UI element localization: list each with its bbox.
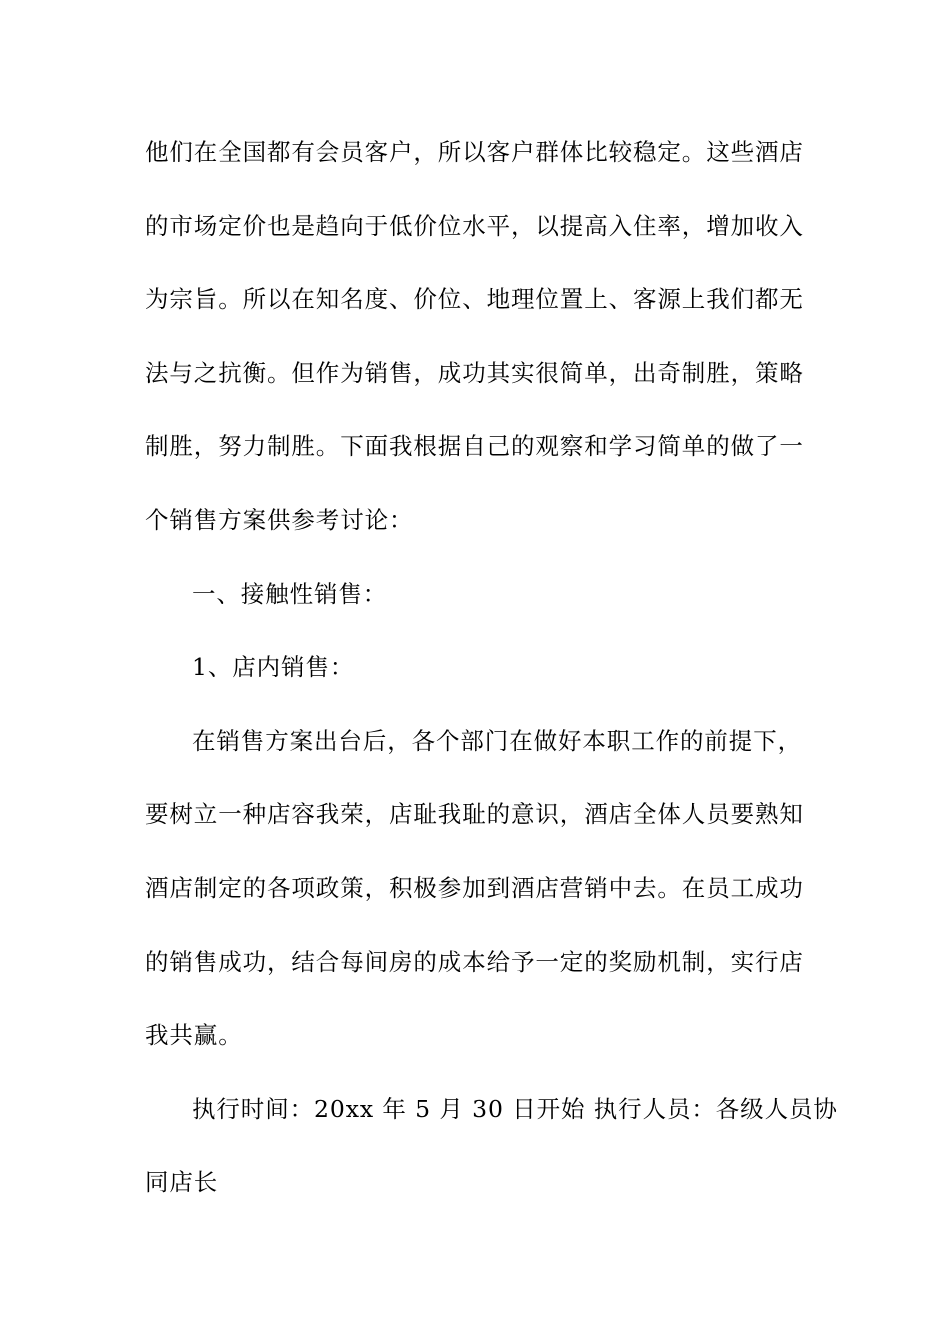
execution-info: 执行时间：20xx 年 5 月 30 日开始 执行人员：各级人员协 <box>192 1094 838 1123</box>
text-line: 酒店制定的各项政策，积极参加到酒店营销中去。在员工成功 <box>145 873 804 902</box>
text-line: 的销售成功，结合每间房的成本给予一定的奖励机制，实行店 <box>145 947 804 976</box>
section-heading: 一、接触性销售： <box>192 579 388 608</box>
body-text <box>145 128 838 1232</box>
text-line: 他们在全国都有会员客户，所以客户群体比较稳定。这些酒店 <box>145 138 804 166</box>
text-line: 为宗旨。所以在知名度、价位、地理位置上、客源上我们都无 <box>145 285 804 314</box>
text-line: 法与之抗衡。但作为销售，成功其实很简单，出奇制胜，策略 <box>145 358 804 387</box>
subsection-heading: 1、店内销售： <box>192 653 355 682</box>
text-line: 同店长 <box>145 1168 219 1197</box>
text-line: 我共赢。 <box>145 1021 243 1050</box>
paragraph-start: 在销售方案出台后，各个部门在做好本职工作的前提下， <box>192 726 802 755</box>
text-line: 个销售方案供参考讨论： <box>145 505 414 534</box>
text-line: 制胜，努力制胜。下面我根据自己的观察和学习简单的做了一 <box>145 432 804 461</box>
text-line: 要树立一种店容我荣，店耻我耻的意识，酒店全体人员要熟知 <box>145 800 804 829</box>
text-line: 的市场定价也是趋向于低价位水平，以提高入住率，增加收入 <box>145 211 804 240</box>
